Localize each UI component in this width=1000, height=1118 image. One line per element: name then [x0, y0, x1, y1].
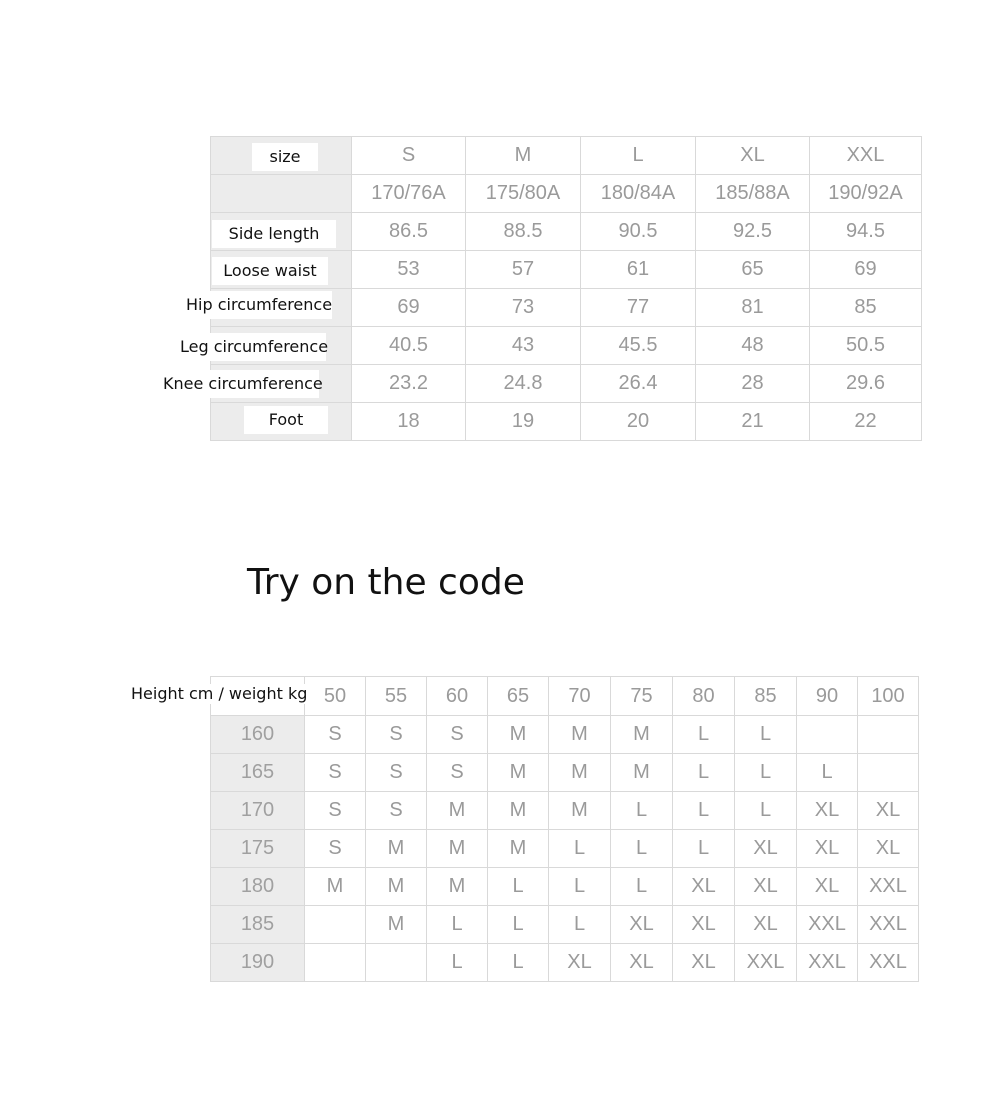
fit-chart-table [210, 676, 919, 982]
measurement-value-cell: 69 [810, 251, 922, 289]
fit-size-cell: M [366, 906, 427, 944]
fit-size-cell: L [611, 830, 673, 868]
size-column-header: XL [696, 137, 810, 175]
measurement-value-cell: 50.5 [810, 327, 922, 365]
fit-size-cell: L [488, 868, 549, 906]
size-code-cell: 175/80A [466, 175, 581, 213]
measurement-value-cell: 86.5 [352, 213, 466, 251]
fit-size-cell: XL [735, 868, 797, 906]
measurement-value-cell: 18 [352, 403, 466, 441]
weight-column-header: 65 [488, 677, 549, 716]
fit-size-cell: XL [673, 944, 735, 982]
fit-size-cell: M [488, 716, 549, 754]
fit-size-cell: L [611, 792, 673, 830]
measurement-value-cell: 53 [352, 251, 466, 289]
fit-size-cell [858, 754, 919, 792]
measurement-value-cell: 69 [352, 289, 466, 327]
fit-size-cell [305, 906, 366, 944]
fit-size-cell: L [427, 906, 488, 944]
row-label-knee: Knee circumference [163, 370, 319, 398]
fit-size-cell: S [427, 754, 488, 792]
measurement-value-cell: 19 [466, 403, 581, 441]
weight-column-header: 80 [673, 677, 735, 716]
size-column-header: M [466, 137, 581, 175]
measurement-value-cell: 48 [696, 327, 810, 365]
fit-size-cell: XL [858, 830, 919, 868]
measurement-value-cell: 73 [466, 289, 581, 327]
size-code-cell: 185/88A [696, 175, 810, 213]
fit-size-cell: XL [797, 868, 858, 906]
fit-size-cell: XXL [735, 944, 797, 982]
measurement-value-cell: 88.5 [466, 213, 581, 251]
fit-header-label: Height cm / weight kg [131, 684, 308, 703]
fit-size-cell: L [735, 792, 797, 830]
fit-size-cell [858, 716, 919, 754]
fit-size-cell: XL [735, 830, 797, 868]
weight-column-header: 90 [797, 677, 858, 716]
fit-size-cell: XL [549, 944, 611, 982]
weight-column-header: 70 [549, 677, 611, 716]
row-label-loose-waist: Loose waist [212, 257, 328, 285]
fit-size-cell: L [673, 830, 735, 868]
row-label-foot: Foot [244, 406, 328, 434]
height-row-header: 170 [211, 792, 305, 830]
fit-size-cell: XL [858, 792, 919, 830]
fit-size-cell: S [305, 754, 366, 792]
height-row-header: 160 [211, 716, 305, 754]
fit-size-cell: L [549, 906, 611, 944]
fit-size-cell: XL [673, 868, 735, 906]
fit-size-cell: M [549, 754, 611, 792]
measurement-value-cell: 94.5 [810, 213, 922, 251]
measurement-value-cell: 23.2 [352, 365, 466, 403]
fit-size-cell: XXL [797, 944, 858, 982]
size-column-header: L [581, 137, 696, 175]
weight-column-header: 75 [611, 677, 673, 716]
measurement-value-cell: 24.8 [466, 365, 581, 403]
fit-size-cell: M [488, 754, 549, 792]
fit-size-cell: L [797, 754, 858, 792]
fit-size-cell [305, 944, 366, 982]
row-label-hip: Hip circumference [186, 291, 332, 319]
height-row-header: 175 [211, 830, 305, 868]
measurement-value-cell: 20 [581, 403, 696, 441]
measurement-value-cell: 21 [696, 403, 810, 441]
size-code-cell: 180/84A [581, 175, 696, 213]
fit-size-cell: M [549, 716, 611, 754]
fit-size-cell: L [427, 944, 488, 982]
measurement-value-cell: 65 [696, 251, 810, 289]
fit-size-cell: L [549, 868, 611, 906]
fit-size-cell: L [488, 906, 549, 944]
fit-size-cell: XL [673, 906, 735, 944]
fit-size-cell: S [305, 716, 366, 754]
fit-size-cell: M [611, 754, 673, 792]
measurement-value-cell: 22 [810, 403, 922, 441]
height-row-header: 190 [211, 944, 305, 982]
size-column-header: XXL [810, 137, 922, 175]
height-row-header: 165 [211, 754, 305, 792]
measurement-value-cell: 29.6 [810, 365, 922, 403]
fit-size-cell: L [611, 868, 673, 906]
size-code-cell: 170/76A [352, 175, 466, 213]
measurement-value-cell: 40.5 [352, 327, 466, 365]
page-title: Try on the code [247, 562, 525, 603]
fit-size-cell: M [305, 868, 366, 906]
weight-column-header: 50 [305, 677, 366, 716]
fit-size-cell: S [305, 792, 366, 830]
fit-size-cell: M [366, 868, 427, 906]
weight-column-header: 55 [366, 677, 427, 716]
fit-size-cell: S [305, 830, 366, 868]
fit-size-cell: XL [735, 906, 797, 944]
fit-size-cell: L [549, 830, 611, 868]
fit-size-cell: XL [797, 792, 858, 830]
measurement-value-cell: 28 [696, 365, 810, 403]
measurement-value-cell: 85 [810, 289, 922, 327]
fit-size-cell: M [611, 716, 673, 754]
fit-size-cell [366, 944, 427, 982]
fit-size-cell: M [427, 868, 488, 906]
fit-size-cell: XXL [858, 868, 919, 906]
measurement-value-cell: 81 [696, 289, 810, 327]
height-row-header: 180 [211, 868, 305, 906]
size-column-header: S [352, 137, 466, 175]
fit-size-cell [797, 716, 858, 754]
fit-size-cell: L [735, 754, 797, 792]
measurement-value-cell: 77 [581, 289, 696, 327]
fit-size-cell: M [549, 792, 611, 830]
fit-size-cell: S [427, 716, 488, 754]
fit-size-cell: XL [611, 906, 673, 944]
fit-size-cell: M [488, 792, 549, 830]
measurement-value-cell: 90.5 [581, 213, 696, 251]
height-row-header: 185 [211, 906, 305, 944]
fit-size-cell: S [366, 716, 427, 754]
fit-size-cell: L [673, 754, 735, 792]
fit-size-cell: XXL [797, 906, 858, 944]
measurement-value-cell: 61 [581, 251, 696, 289]
fit-size-cell: XL [797, 830, 858, 868]
fit-size-cell: M [427, 830, 488, 868]
fit-size-cell: M [488, 830, 549, 868]
fit-size-cell: L [673, 792, 735, 830]
fit-size-cell: XXL [858, 906, 919, 944]
fit-size-cell: XXL [858, 944, 919, 982]
fit-size-cell: S [366, 792, 427, 830]
measurement-value-cell: 43 [466, 327, 581, 365]
size-header-label: size [252, 143, 318, 171]
measurement-value-cell: 45.5 [581, 327, 696, 365]
row-label-leg: Leg circumference [180, 333, 326, 361]
size-code-cell: 190/92A [810, 175, 922, 213]
measurement-value-cell: 57 [466, 251, 581, 289]
fit-size-cell: S [366, 754, 427, 792]
fit-size-cell: XL [611, 944, 673, 982]
fit-size-cell: M [366, 830, 427, 868]
weight-column-header: 100 [858, 677, 919, 716]
fit-size-cell: L [673, 716, 735, 754]
fit-size-cell: L [735, 716, 797, 754]
weight-column-header: 85 [735, 677, 797, 716]
measurement-value-cell: 92.5 [696, 213, 810, 251]
weight-column-header: 60 [427, 677, 488, 716]
code-header-cell [211, 175, 352, 213]
fit-size-cell: M [427, 792, 488, 830]
fit-size-cell: L [488, 944, 549, 982]
measurement-value-cell: 26.4 [581, 365, 696, 403]
row-label-side-length: Side length [212, 220, 336, 248]
